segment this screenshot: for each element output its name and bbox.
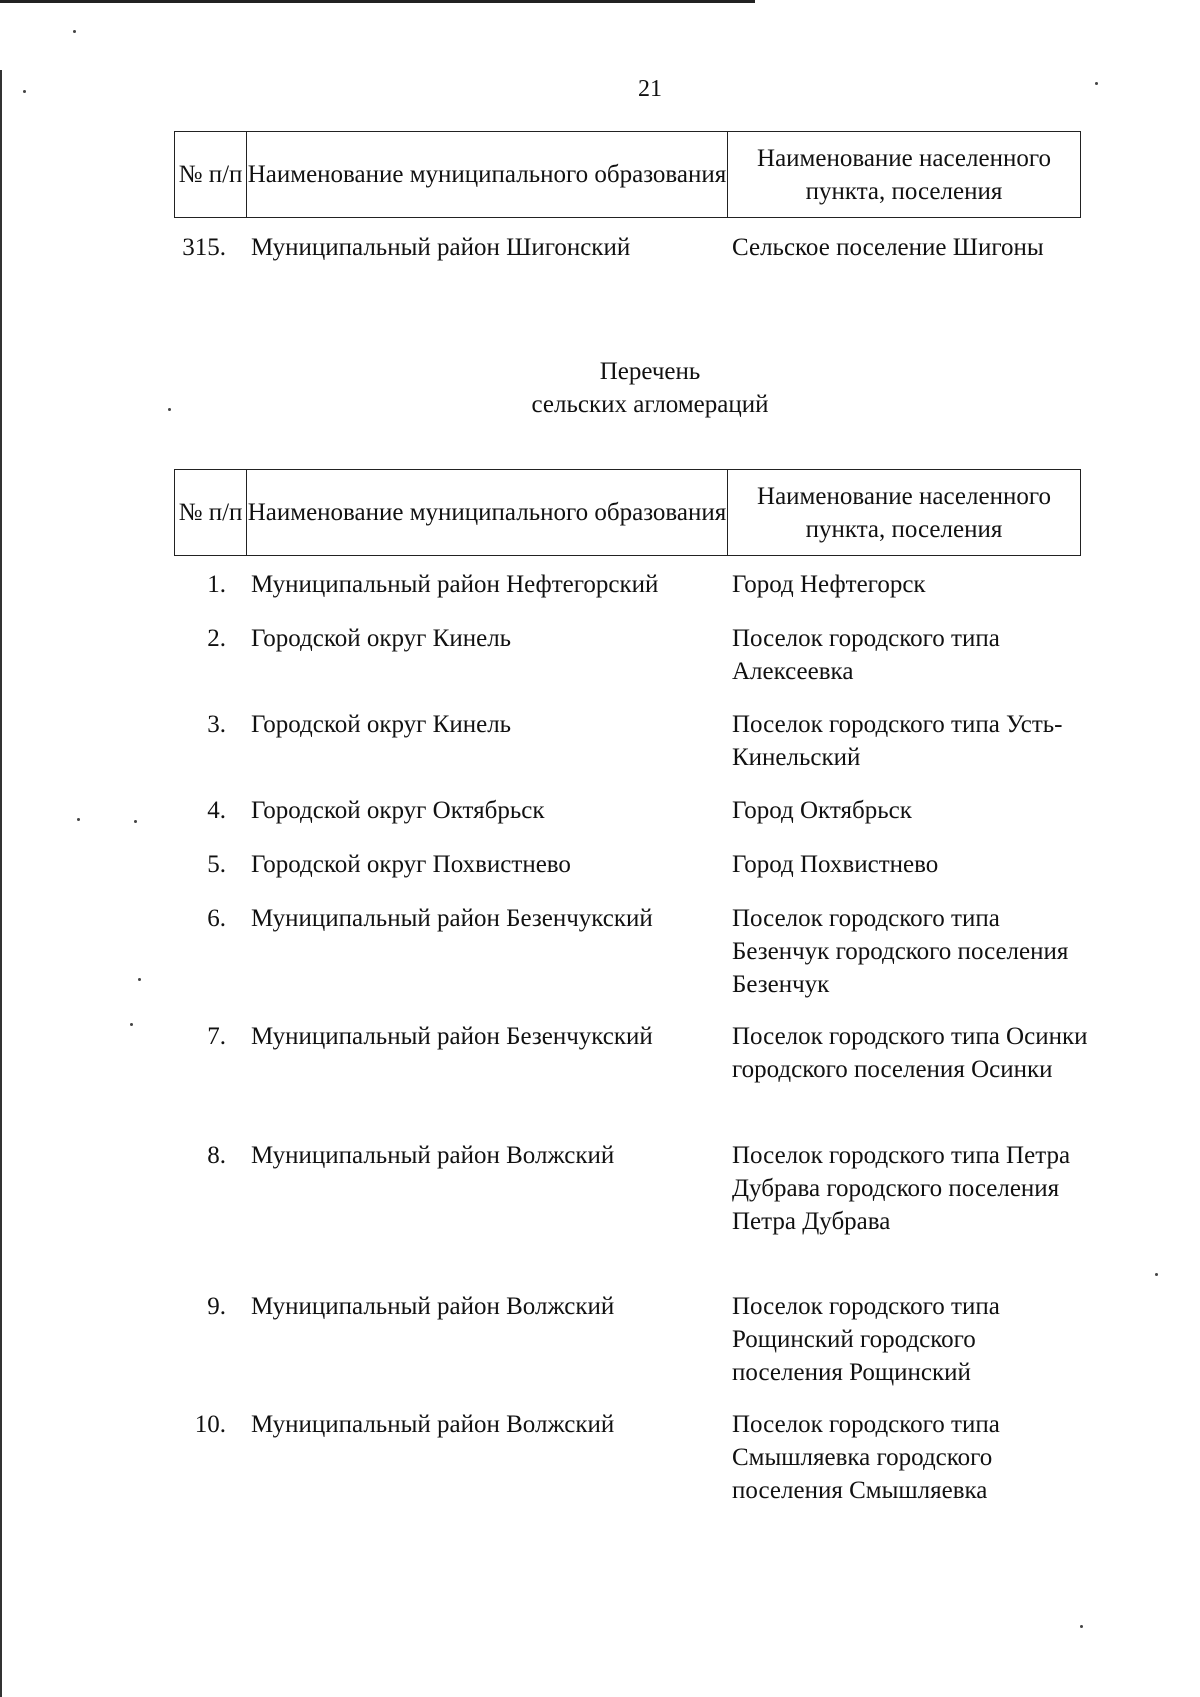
row-num: 9. <box>207 1293 226 1320</box>
header-num-cell: № п/п <box>175 470 247 555</box>
row-settlement: Поселок городского типа Усть-Кинельский <box>732 711 1063 771</box>
header-municipality-cell: Наименование муниципального образования <box>247 132 728 217</box>
scan-edge-left <box>0 70 2 1697</box>
row-num: 315. <box>182 234 226 261</box>
row-settlement: Город Октябрьск <box>732 797 912 824</box>
scan-edge-top <box>0 0 755 3</box>
section-title-line1: Перечень <box>599 358 701 385</box>
scan-speck <box>77 818 80 821</box>
row-num: 4. <box>207 797 226 824</box>
row-municipality: Муниципальный район Безенчукский <box>251 1023 653 1050</box>
row-settlement: Поселок городского типа Рощинский городского поселения Рощинский <box>732 1293 1000 1386</box>
scan-speck <box>130 1023 133 1026</box>
header-municipality-cell: Наименование муниципального образования <box>247 470 728 555</box>
scan-speck <box>168 408 171 411</box>
row-settlement: Поселок городского типа Алексеевка <box>732 625 1000 685</box>
row-num: 10. <box>194 1411 226 1438</box>
scan-speck <box>134 820 137 823</box>
row-municipality: Муниципальный район Волжский <box>251 1142 615 1169</box>
row-settlement: Поселок городского типа Безенчук городского поселения Безенчук <box>732 905 1069 998</box>
row-municipality: Городской округ Кинель <box>251 625 512 652</box>
header-settlement-cell: Наименование населенного пункта, поселения <box>757 482 1051 543</box>
row-municipality: Городской округ Октябрьск <box>251 797 545 824</box>
section-title-line2: сельских агломераций <box>531 391 769 418</box>
header-num-cell: № п/п <box>175 132 247 217</box>
row-settlement: Город Похвистнево <box>732 851 939 878</box>
row-num: 3. <box>207 711 226 738</box>
section-title <box>0 355 1200 421</box>
row-settlement: Сельское поселение Шигоны <box>732 234 1044 261</box>
scan-speck <box>138 978 141 981</box>
row-municipality: Муниципальный район Волжский <box>251 1411 615 1438</box>
table-header-agglomerations <box>174 469 1081 556</box>
row-settlement: Поселок городского типа Петра Дубрава городского поселения Петра Дубрава <box>732 1142 1071 1235</box>
row-municipality: Городской округ Похвистнево <box>251 851 571 878</box>
row-settlement: Поселок городского типа Смышляевка городского поселения Смышляевка <box>732 1411 1000 1504</box>
row-municipality: Городской округ Кинель <box>251 711 512 738</box>
row-num: 7. <box>207 1023 226 1050</box>
row-municipality: Муниципальный район Нефтегорский <box>251 571 659 598</box>
scan-speck <box>1080 1625 1083 1628</box>
row-municipality: Муниципальный район Шигонский <box>251 234 631 261</box>
scan-speck <box>1095 82 1098 85</box>
row-num: 6. <box>207 905 226 932</box>
row-municipality: Муниципальный район Безенчукский <box>251 905 653 932</box>
page-number: 21 <box>638 76 662 102</box>
row-num: 1. <box>207 571 226 598</box>
scan-speck <box>1155 1273 1158 1276</box>
header-settlement-cell: Наименование населенного пункта, поселения <box>757 144 1051 205</box>
scan-speck <box>73 30 76 33</box>
row-num: 5. <box>207 851 226 878</box>
row-num: 8. <box>207 1142 226 1169</box>
row-num: 2. <box>207 625 226 652</box>
row-settlement: Поселок городского типа Осинки городского поселения Осинки <box>732 1023 1088 1083</box>
table-header-continued <box>174 131 1081 218</box>
scan-speck <box>23 90 26 93</box>
row-settlement: Город Нефтегорск <box>732 571 926 598</box>
row-municipality: Муниципальный район Волжский <box>251 1293 615 1320</box>
